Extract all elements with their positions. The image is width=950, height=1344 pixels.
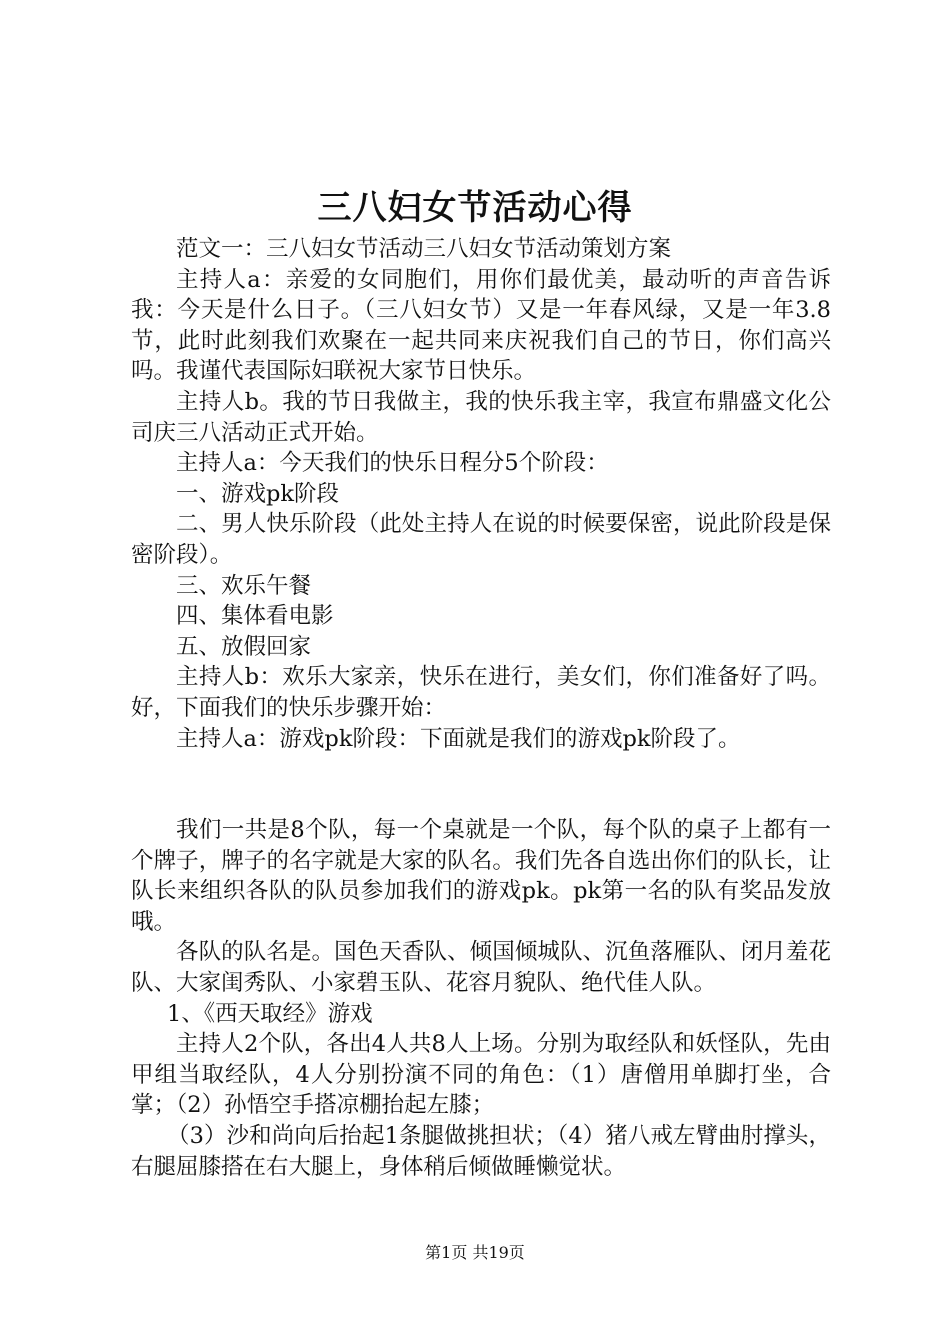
paragraph-teams: 我们一共是8个队，每一个桌就是一个队，每个队的桌子上都有一个牌子，牌子的名字就是大家的队名。我们先各自选出你们的队长，让队长来组织各队的队员参加我们的游戏pk。pk第一名的队有奖品发放哦。 xyxy=(131,817,831,935)
paragraph-game-title: 1、《西天取经》游戏 xyxy=(167,1000,373,1027)
document-body xyxy=(131,234,831,1182)
paragraph-game-rules: 主持人2个队，各出4人共8人上场。分别为取经队和妖怪队，先由甲组当取经队，4人分别扮演不同的角色：（1）唐僧用单脚打坐，合掌；（2）孙悟空手搭凉棚抬起左膝； xyxy=(131,1031,831,1119)
paragraph-stage-2: 二、男人快乐阶段（此处主持人在说的时候要保密，说此阶段是保密阶段）。 xyxy=(131,511,831,568)
paragraph-game-roles: （3）沙和尚向后抬起1条腿做挑担状；（4）猪八戒左臂曲肘撑头，右腿屈膝搭在右大腿上，身体稍后倾做睡懒觉状。 xyxy=(131,1123,831,1180)
paragraph-stage-1: 一、游戏pk阶段 xyxy=(176,480,340,507)
paragraph-heading-fanwen: 范文一：三八妇女节活动三八妇女节活动策划方案 xyxy=(176,236,672,262)
document-title: 三八妇女节活动心得 xyxy=(317,188,633,228)
page-footer: 第1页 共19页 xyxy=(425,1243,525,1262)
paragraph-stage-3: 三、欢乐午餐 xyxy=(176,572,312,599)
blank-line xyxy=(131,754,831,815)
paragraph-host-a-greeting: 主持人a：亲爱的女同胞们，用你们最优美，最动听的声音告诉我：今天是什么日子。（三八妇女节）又是一年春风绿，又是一年3.8节，此时此刻我们欢聚在一起共同来庆祝我们自己的节日，你们高兴吗。我谨代表国际妇联祝大家节日快乐。 xyxy=(131,266,831,385)
paragraph-host-a-pk: 主持人a：游戏pk阶段：下面就是我们的游戏pk阶段了。 xyxy=(176,725,741,752)
paragraph-team-names: 各队的队名是。国色天香队、倾国倾城队、沉鱼落雁队、闭月羞花队、大家闺秀队、小家碧玉队、花容月貌队、绝代佳人队。 xyxy=(131,939,831,997)
paragraph-stage-5: 五、放假回家 xyxy=(176,633,312,660)
paragraph-stage-4: 四、集体看电影 xyxy=(176,603,334,630)
paragraph-host-b-start: 主持人b：欢乐大家亲，快乐在进行，美女们，你们准备好了吗。好，下面我们的快乐步骤开始： xyxy=(131,664,831,721)
paragraph-host-b-opening: 主持人b。我的节日我做主，我的快乐我主宰，我宣布鼎盛文化公司庆三八活动正式开始。 xyxy=(131,388,831,446)
paragraph-schedule-intro: 主持人a：今天我们的快乐日程分5个阶段： xyxy=(176,450,609,477)
